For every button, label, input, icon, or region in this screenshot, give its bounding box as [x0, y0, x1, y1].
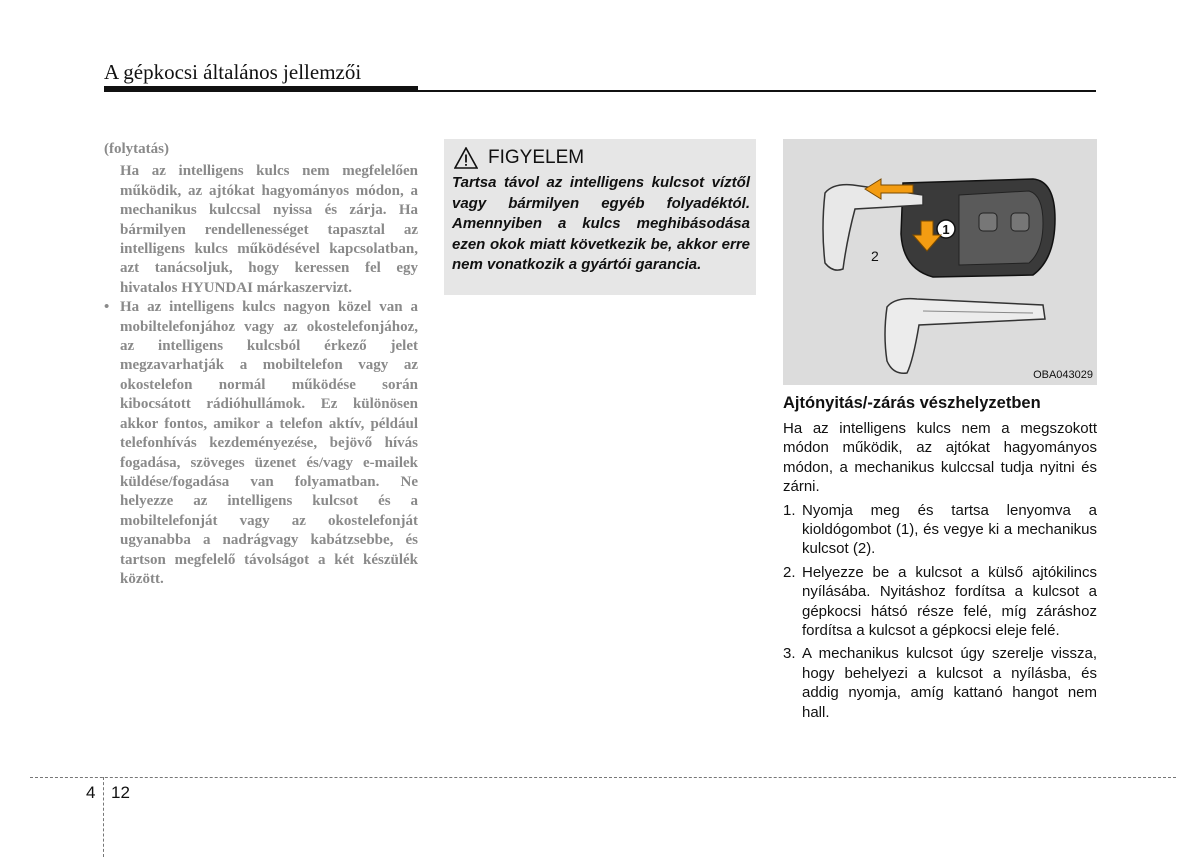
unlock-button-icon	[1011, 213, 1029, 231]
footer-vertical-divider	[103, 777, 104, 857]
page-header-title: A gépkocsi általános jellemzői	[104, 60, 362, 84]
step-number: 2.	[783, 563, 796, 581]
section-intro: Ha az intelligens kulcs nem a megszokott módon működik, az ajtókat hagyományos módon, a mechanikus kulccsal tudja nyitni és zárni.	[783, 420, 1097, 496]
step-item	[783, 644, 1097, 722]
left-column	[104, 140, 418, 589]
figure-code: OBA043029	[1033, 369, 1093, 381]
page-number: 12	[111, 783, 130, 802]
step-number: 3.	[783, 645, 796, 663]
warning-title: FIGYELEM	[488, 147, 585, 168]
callout-1-label: 1	[942, 222, 950, 237]
left-bullet-item	[104, 298, 418, 589]
continued-label: (folytatás)	[104, 141, 169, 157]
warning-triangle-icon	[454, 147, 478, 169]
key-figure	[783, 139, 1097, 385]
warning-text: Tartsa távol az intelligens kulcsot víztől vagy bármilyen egyéb folyadéktól. Amennyiben a kulcs meghibásodása ezen okok miatt következik be, akkor erre nem vonatkozik a gyártói garancia.	[452, 174, 750, 273]
step-text: A mechanikus kulcsot úgy szerelje vissza, hogy behelyezi a kulcsot a nyílásba, és addig nyomja, amíg kattanó hangot nem hall.	[802, 645, 1097, 721]
key-fob-buttons	[959, 191, 1043, 265]
step-text: Nyomja meg és tartsa lenyomva a kioldógombot (1), és vegye ki a mechanikus kulcsot (2).	[802, 501, 1097, 558]
left-paragraph: Ha az intelligens kulcs nem megfelelően működik, az ajtókat hagyományos módon, a mechanikus kulccsal nyissa és zárja. Ha bármilyen rendellenességet tapasztal az intelligens kulcs működésével kapcsolatban, azt tanácsoljuk, hogy keressen fel egy hivatalos HYUNDAI márkaszervizt.	[120, 163, 418, 296]
step-item	[783, 563, 1097, 641]
warning-box	[444, 139, 756, 295]
callout-2-label: 2	[871, 248, 879, 264]
right-column	[783, 394, 1097, 726]
section-title: Ajtónyitás/-zárás vészhelyzetben	[783, 394, 1041, 412]
smart-key-illustration	[783, 139, 1097, 385]
header-rule-thick	[104, 86, 418, 92]
step-text: Helyezze be a kulcsot a külső ajtókilincs nyílásába. Nyitáshoz fordítsa a kulcsot a gépkocsi hátsó része felé, míg záráshoz fordítsa a kulcsot a gépkocsi eleje felé.	[802, 563, 1097, 640]
footer-divider	[30, 777, 1176, 778]
chapter-number: 4	[86, 783, 96, 802]
step-item	[783, 501, 1097, 559]
header-rule-thin	[418, 90, 1096, 92]
step-number: 1.	[783, 501, 796, 519]
warning-header	[454, 147, 584, 169]
lock-button-icon	[979, 213, 997, 231]
bullet-marker: •	[104, 299, 110, 316]
left-bullet-text: Ha az intelligens kulcs nagyon közel van a mobiltelefonjához vagy az okostelefonjához, az intelligens kulcsból érkező jelet megzavarhatják a mobiltelefon vagy az okostelefon normál működése során kibocsátott rádióhullámok. Ez különösen akkor fontos, amikor a telefon aktív, például telefonhívás kezdeményezése, bejövő hívás fogadása, szöveges üzenet és/vagy e-mailek küldése/fogadása van folyamatban. Ne helyezze az intelligens kulcsot és a mobiltelefonját vagy az okostelefonját ugyanabba a nadrágvagy kabátzsebbe, és tartson megfelelő távolságot a két készülék között.	[120, 299, 418, 587]
